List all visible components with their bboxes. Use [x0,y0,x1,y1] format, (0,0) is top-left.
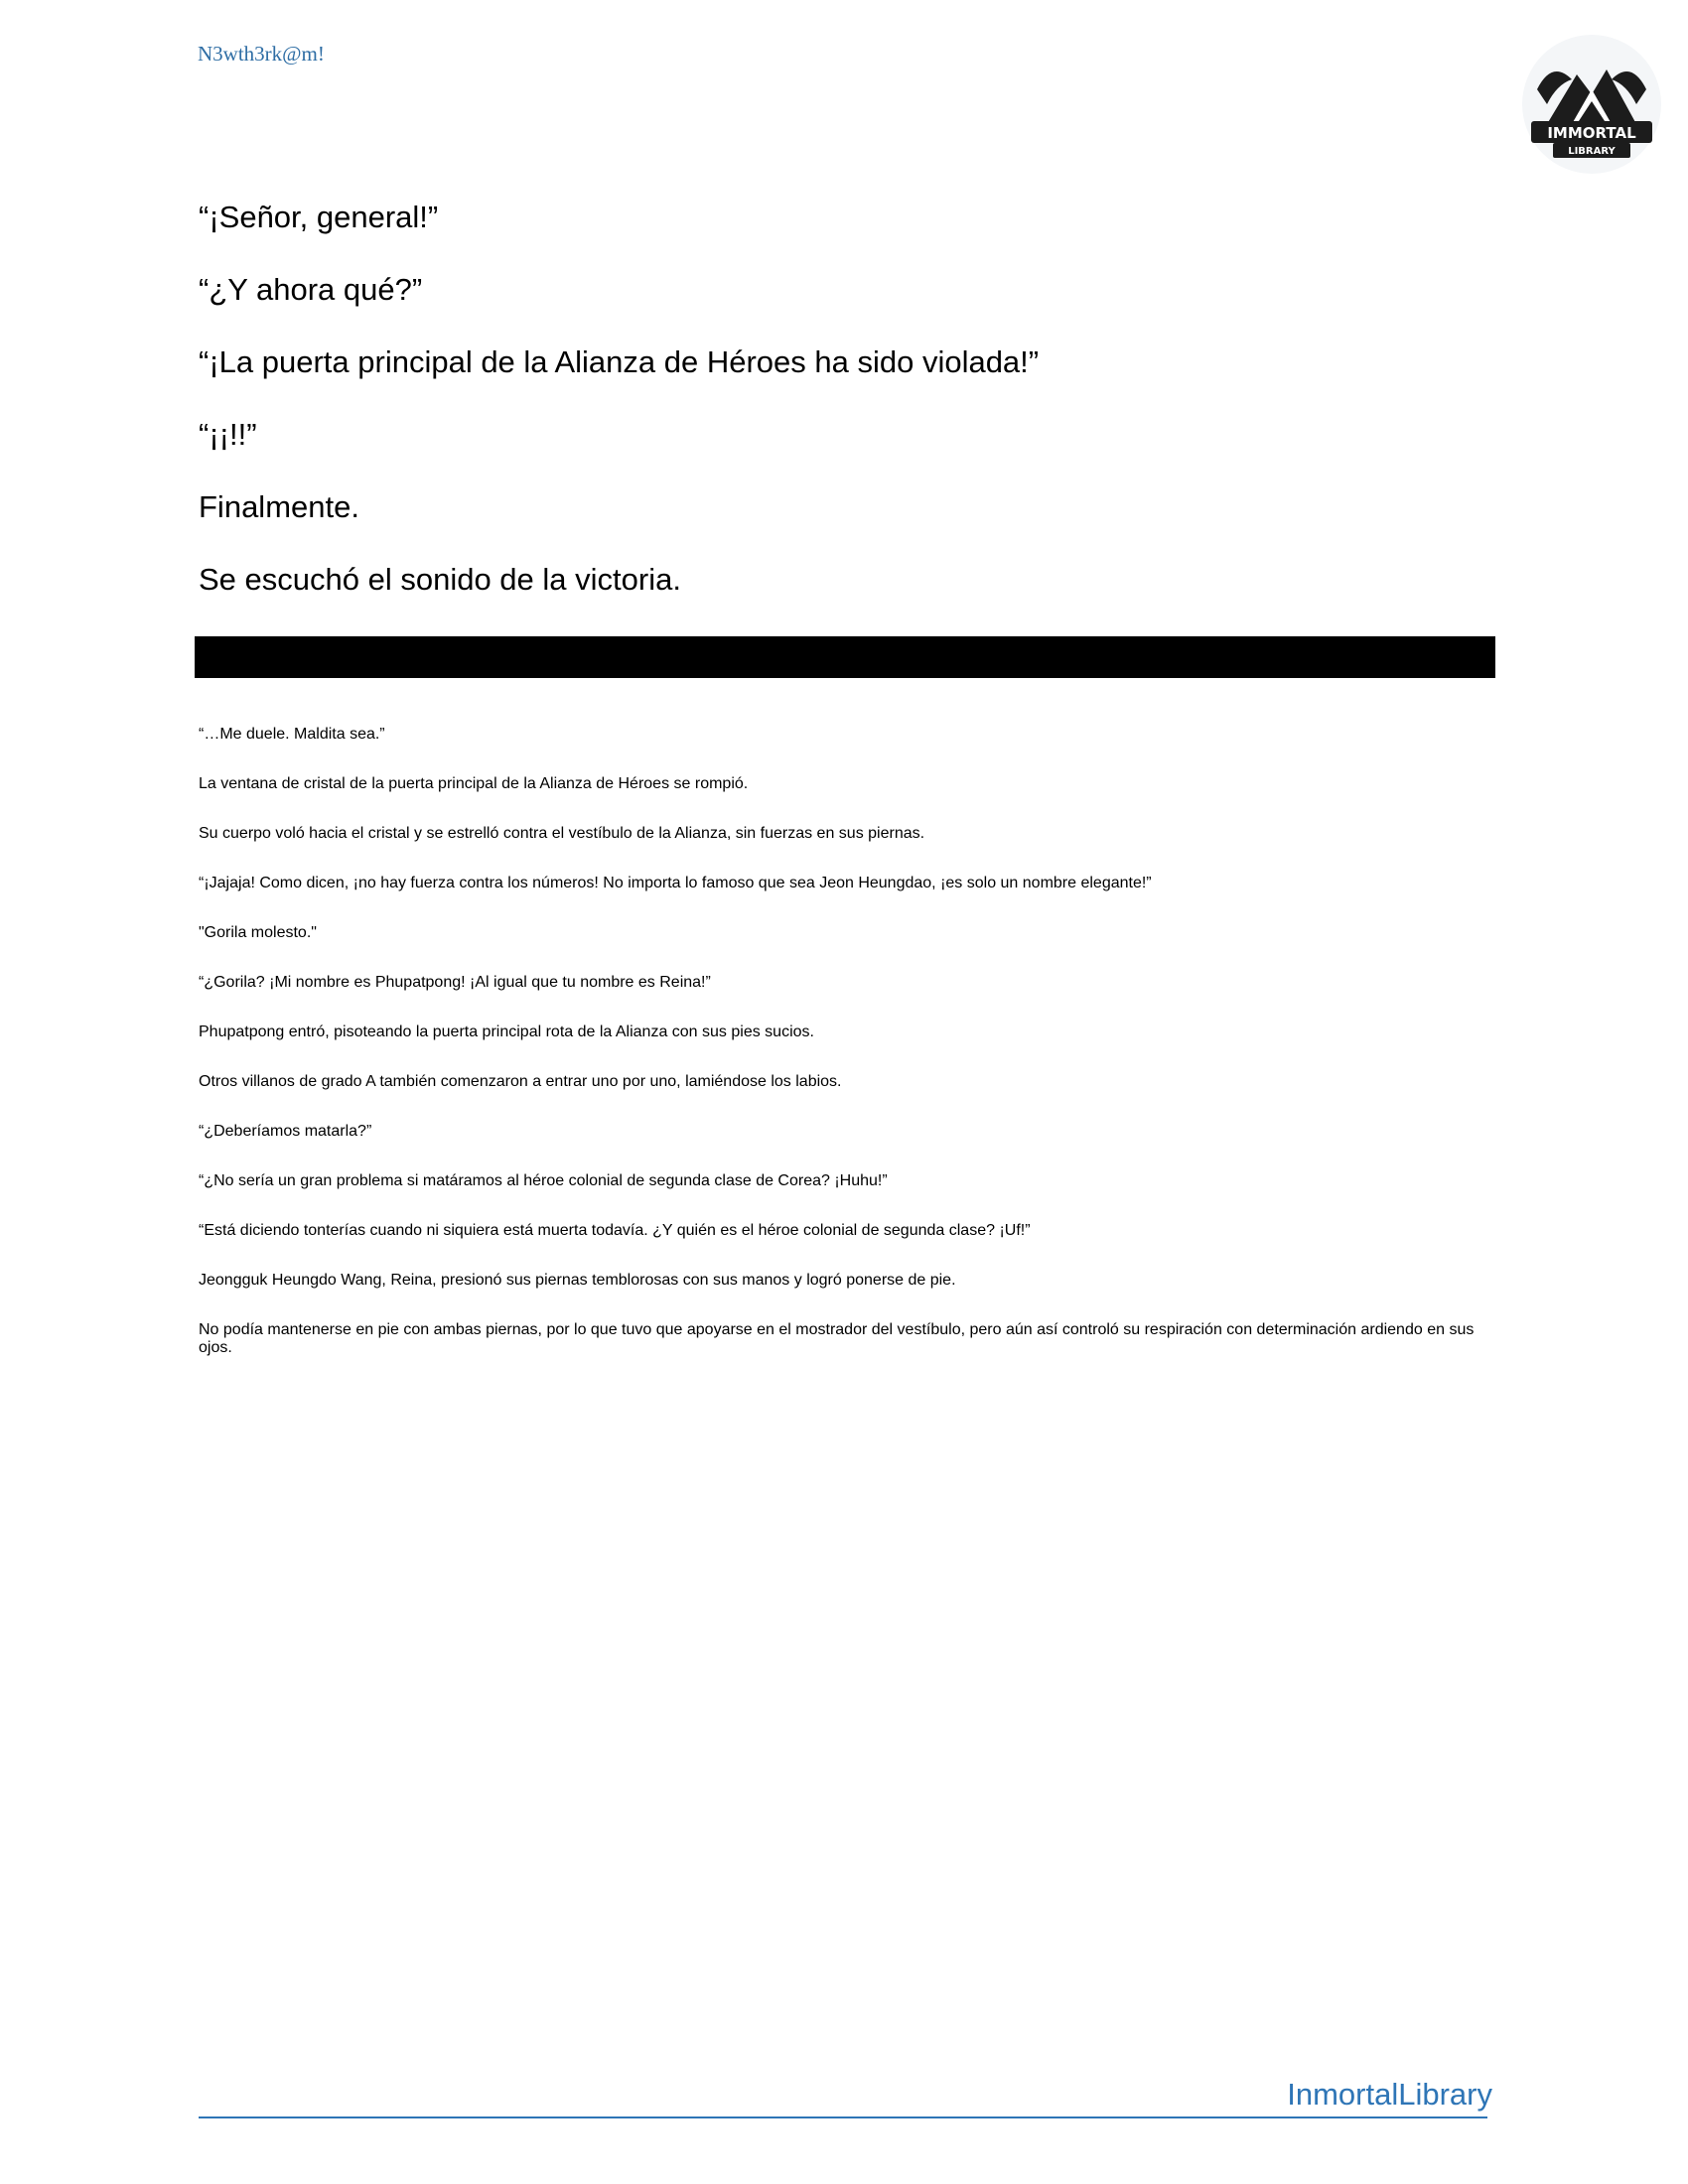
paragraph: “¿Deberíamos matarla?” [199,1123,372,1140]
paragraph: Phupatpong entró, pisoteando la puerta principal rota de la Alianza con sus pies sucios. [199,1024,814,1040]
header-tag: N3wth3rk@m! [198,42,325,66]
paragraph: “Está diciendo tonterías cuando ni siquiera está muerta todavía. ¿Y quién es el héroe colonial de segunda clase? ¡Uf!” [199,1222,1031,1239]
logo-text-bottom: LIBRARY [1568,146,1616,157]
paragraph: “¡Jajaja! Como dicen, ¡no hay fuerza contra los números! No importa lo famoso que sea Jeon Heungdao, ¡es solo un nombre elegante!” [199,875,1152,891]
paragraph: “¡Señor, general!” [199,200,439,234]
paragraph: Su cuerpo voló hacia el cristal y se estrelló contra el vestíbulo de la Alianza, sin fuerzas en sus piernas. [199,825,925,842]
paragraph: La ventana de cristal de la puerta principal de la Alianza de Héroes se rompió. [199,775,749,792]
paragraph: "Gorila molesto." [199,924,317,941]
paragraph: Finalmente. [199,489,359,524]
paragraph: “¿No sería un gran problema si matáramos al héroe colonial de segunda clase de Corea? ¡Huhu!” [199,1172,888,1189]
paragraph: “¡¡!!” [199,417,257,452]
paragraph: Otros villanos de grado A también comenzaron a entrar uno por uno, lamiéndose los labios. [199,1073,842,1090]
footer-rule [199,2116,1487,2118]
footer-link[interactable]: InmortalLibrary [1287,2077,1492,2112]
paragraph: “¿Y ahora qué?” [199,272,423,307]
content-before-break [199,197,1489,631]
paragraph: “¿Gorila? ¡Mi nombre es Phupatpong! ¡Al igual que tu nombre es Reina!” [199,974,711,991]
logo-text-top: IMMORTAL [1547,124,1636,142]
content-after-break [199,710,1489,1389]
paragraph: “¡La puerta principal de la Alianza de Héroes ha sido violada!” [199,344,1040,379]
paragraph: Jeongguk Heungdo Wang, Reina, presionó sus piernas temblorosas con sus manos y logró ponerse de pie. [199,1272,956,1289]
paragraph: No podía mantenerse en pie con ambas piernas, por lo que tuvo que apoyarse en el mostrador del vestíbulo, pero aún así controló su respiración con determinación ardiendo en sus ojos. [199,1321,1475,1356]
immortal-library-logo [1517,30,1666,179]
paragraph: Se escuchó el sonido de la victoria. [199,562,681,597]
paragraph: “…Me duele. Maldita sea.” [199,726,385,743]
redaction-bar [195,636,1495,678]
